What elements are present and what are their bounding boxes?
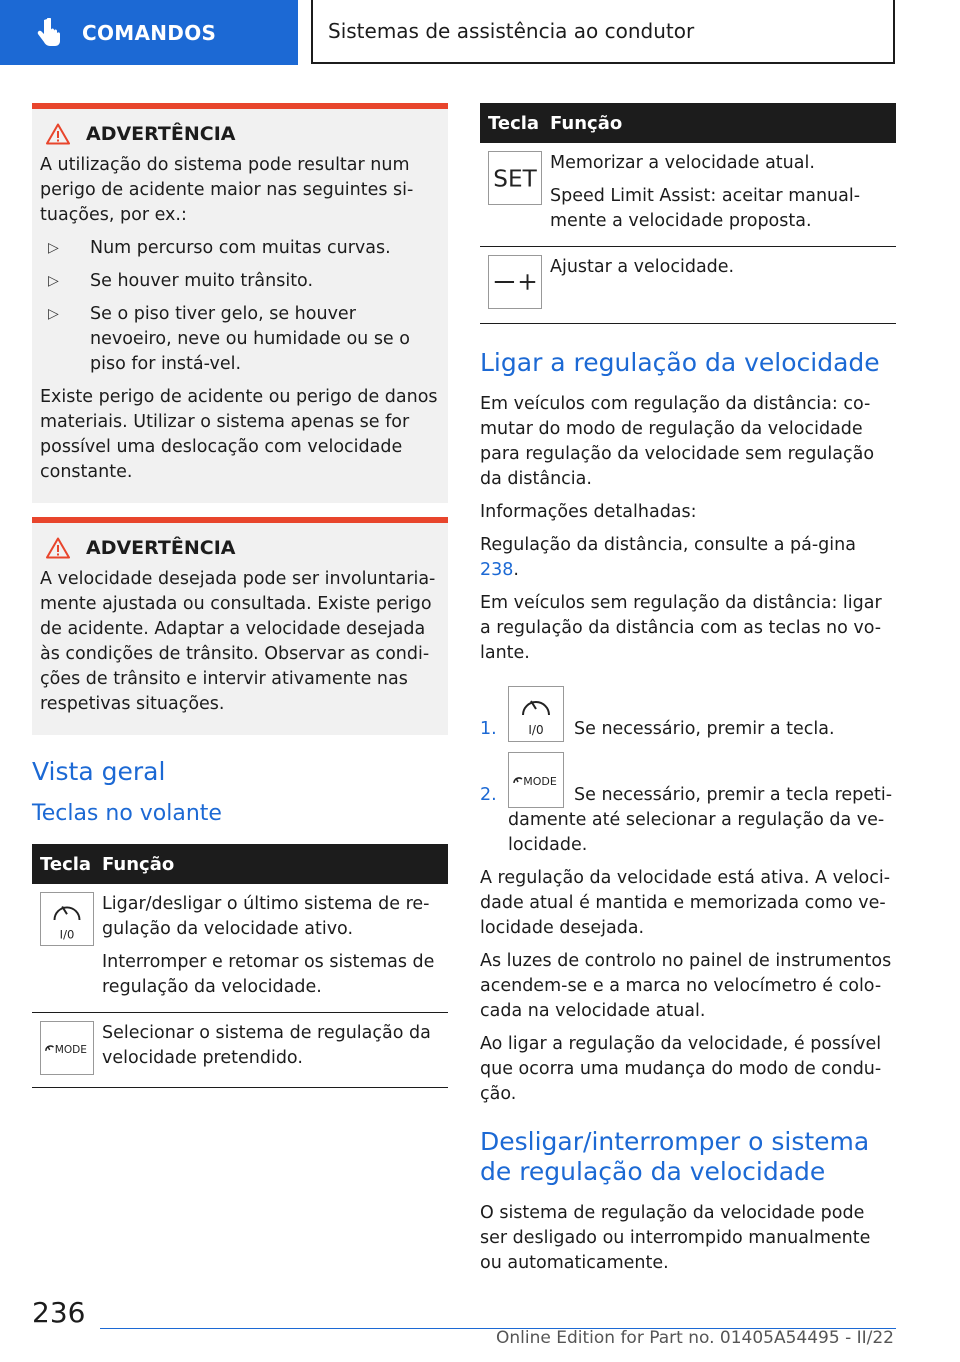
section-tab[interactable] [0,0,298,65]
warning-title: ADVERTÊNCIA [86,123,236,145]
paragraph: Em veículos sem regulação da distância: ligar a regulação da distância com as teclas no vo-lante. [480,593,882,663]
list-item [40,269,440,294]
step-number: 1. [480,719,497,739]
table-row [32,884,448,1013]
heading-enable-cruise: Ligar a regulação da velocidade [480,348,880,377]
set-key-icon [488,151,542,205]
bullet-triangle-icon: ▷ [48,240,59,256]
svg-text:MODE: MODE [523,775,557,788]
heading-steering-keys: Teclas no volante [32,801,222,826]
key-io-label: I/0 [59,927,75,942]
list-item-text: Se o piso tiver gelo, se houver nevoeiro, neve ou humidade ou se o piso for instá-vel. [90,304,410,374]
step-text: Se necessário, premir a tecla repeti- [574,785,893,805]
table-header-key: Tecla [32,844,94,884]
table-row [32,1013,448,1088]
warning-outro: Existe perigo de acidente ou perigo de danos materiais. Utilizar o sistema apenas se for possível uma deslocação com velocidade constante. [40,387,438,482]
key-set-label: SET [493,166,537,193]
step-number: 2. [480,785,497,805]
function-text: Ajustar a velocidade. [550,257,735,277]
warning-intro: A utilização do sistema pode resultar num perigo de acidente maior nas seguintes si-tuações, por ex.: [40,155,414,225]
left-column [32,103,448,1088]
bullet-triangle-icon: ▷ [48,273,59,289]
paragraph-crossref: Regulação da distância, consulte a pá-gina 238. [480,535,856,580]
list-item-text: Se houver muito trânsito. [90,271,314,291]
list-item-text: Num percurso com muitas curvas. [90,238,391,258]
warning-header [46,537,440,559]
edition-footer: Online Edition for Part no. 01405A54495 - II/22 [495,1328,894,1348]
list-item [40,236,440,261]
heading-disable-cruise: Desligar/interromper o sistema de regulação da velocidade [480,1127,870,1186]
power-io-key-icon [40,892,94,946]
paragraph: A regulação da velocidade está ativa. A veloci-dade atual é mantida e memorizada como ve-locidade desejada. [480,868,891,938]
mode-key-icon [40,1021,94,1075]
warning-box-2 [32,517,448,735]
table-header-key: Tecla [480,103,542,143]
function-text: Memorizar a velocidade atual. [550,153,815,173]
page-link[interactable]: 238 [480,560,514,580]
page-number: 236 [32,1296,86,1329]
paragraph: Em veículos com regulação da distância: co-mutar do modo de regulação da velocidade para regulação da velocidade sem regulação da distância. [480,394,875,489]
paragraph: Informações detalhadas: [480,502,697,522]
minus-plus-key-icon [488,255,542,309]
hand-pointer-icon [36,18,62,48]
table-row [480,143,896,247]
list-item [40,302,440,377]
step-2 [480,752,896,858]
warning-text: A velocidade desejada pode ser involuntaria-mente ajustada ou consultada. Existe perigo de acidente. Adaptar a velocidade desejada às condições de trânsito. Observar as condi-ções de trânsito e intervir ativamente nas respetivas situações. [40,569,436,714]
power-io-key-icon [508,686,564,742]
svg-text:I/0: I/0 [528,723,544,737]
table-header-function: Função [542,103,896,143]
warning-triangle-icon [46,123,70,145]
bullet-triangle-icon: ▷ [48,306,59,322]
warning-title: ADVERTÊNCIA [86,537,236,559]
mode-key-icon [508,752,564,808]
warning-triangle-icon [46,537,70,559]
heading-overview: Vista geral [32,757,166,786]
section-tab-label: COMANDOS [82,20,217,45]
right-column [480,103,896,1284]
key-mode-label: MODE [54,1043,88,1056]
function-text: Interromper e retomar os sistemas de regulação da velocidade. [102,952,435,997]
step-text: Se necessário, premir a tecla. [574,719,835,739]
step-1 [480,686,896,742]
function-text: Selecionar o sistema de regulação da velocidade pretendido. [102,1023,431,1068]
keys-table-right [480,103,896,324]
paragraph: Ao ligar a regulação da velocidade, é possível que ocorra uma mudança do modo de condu-ção. [480,1034,882,1104]
paragraph: As luzes de controlo no painel de instrumentos acendem-se e a marca no velocímetro é colo-cada na velocidade atual. [480,951,892,1021]
function-text: Ligar/desligar o último sistema de re-gulação da velocidade ativo. [102,894,430,939]
step-text-continued: damente até selecionar a regulação da ve-locidade. [508,810,885,855]
warning-header [46,123,440,145]
warning-box-1 [32,103,448,503]
table-row [480,247,896,324]
paragraph: O sistema de regulação da velocidade pode ser desligado ou interrompido manualmente ou automaticamente. [480,1203,871,1273]
table-header-function: Função [94,844,448,884]
keys-table-left [32,844,448,1088]
function-text: Speed Limit Assist: aceitar manual-mente a velocidade proposta. [550,186,861,231]
chapter-title: Sistemas de assistência ao condutor [311,0,895,64]
